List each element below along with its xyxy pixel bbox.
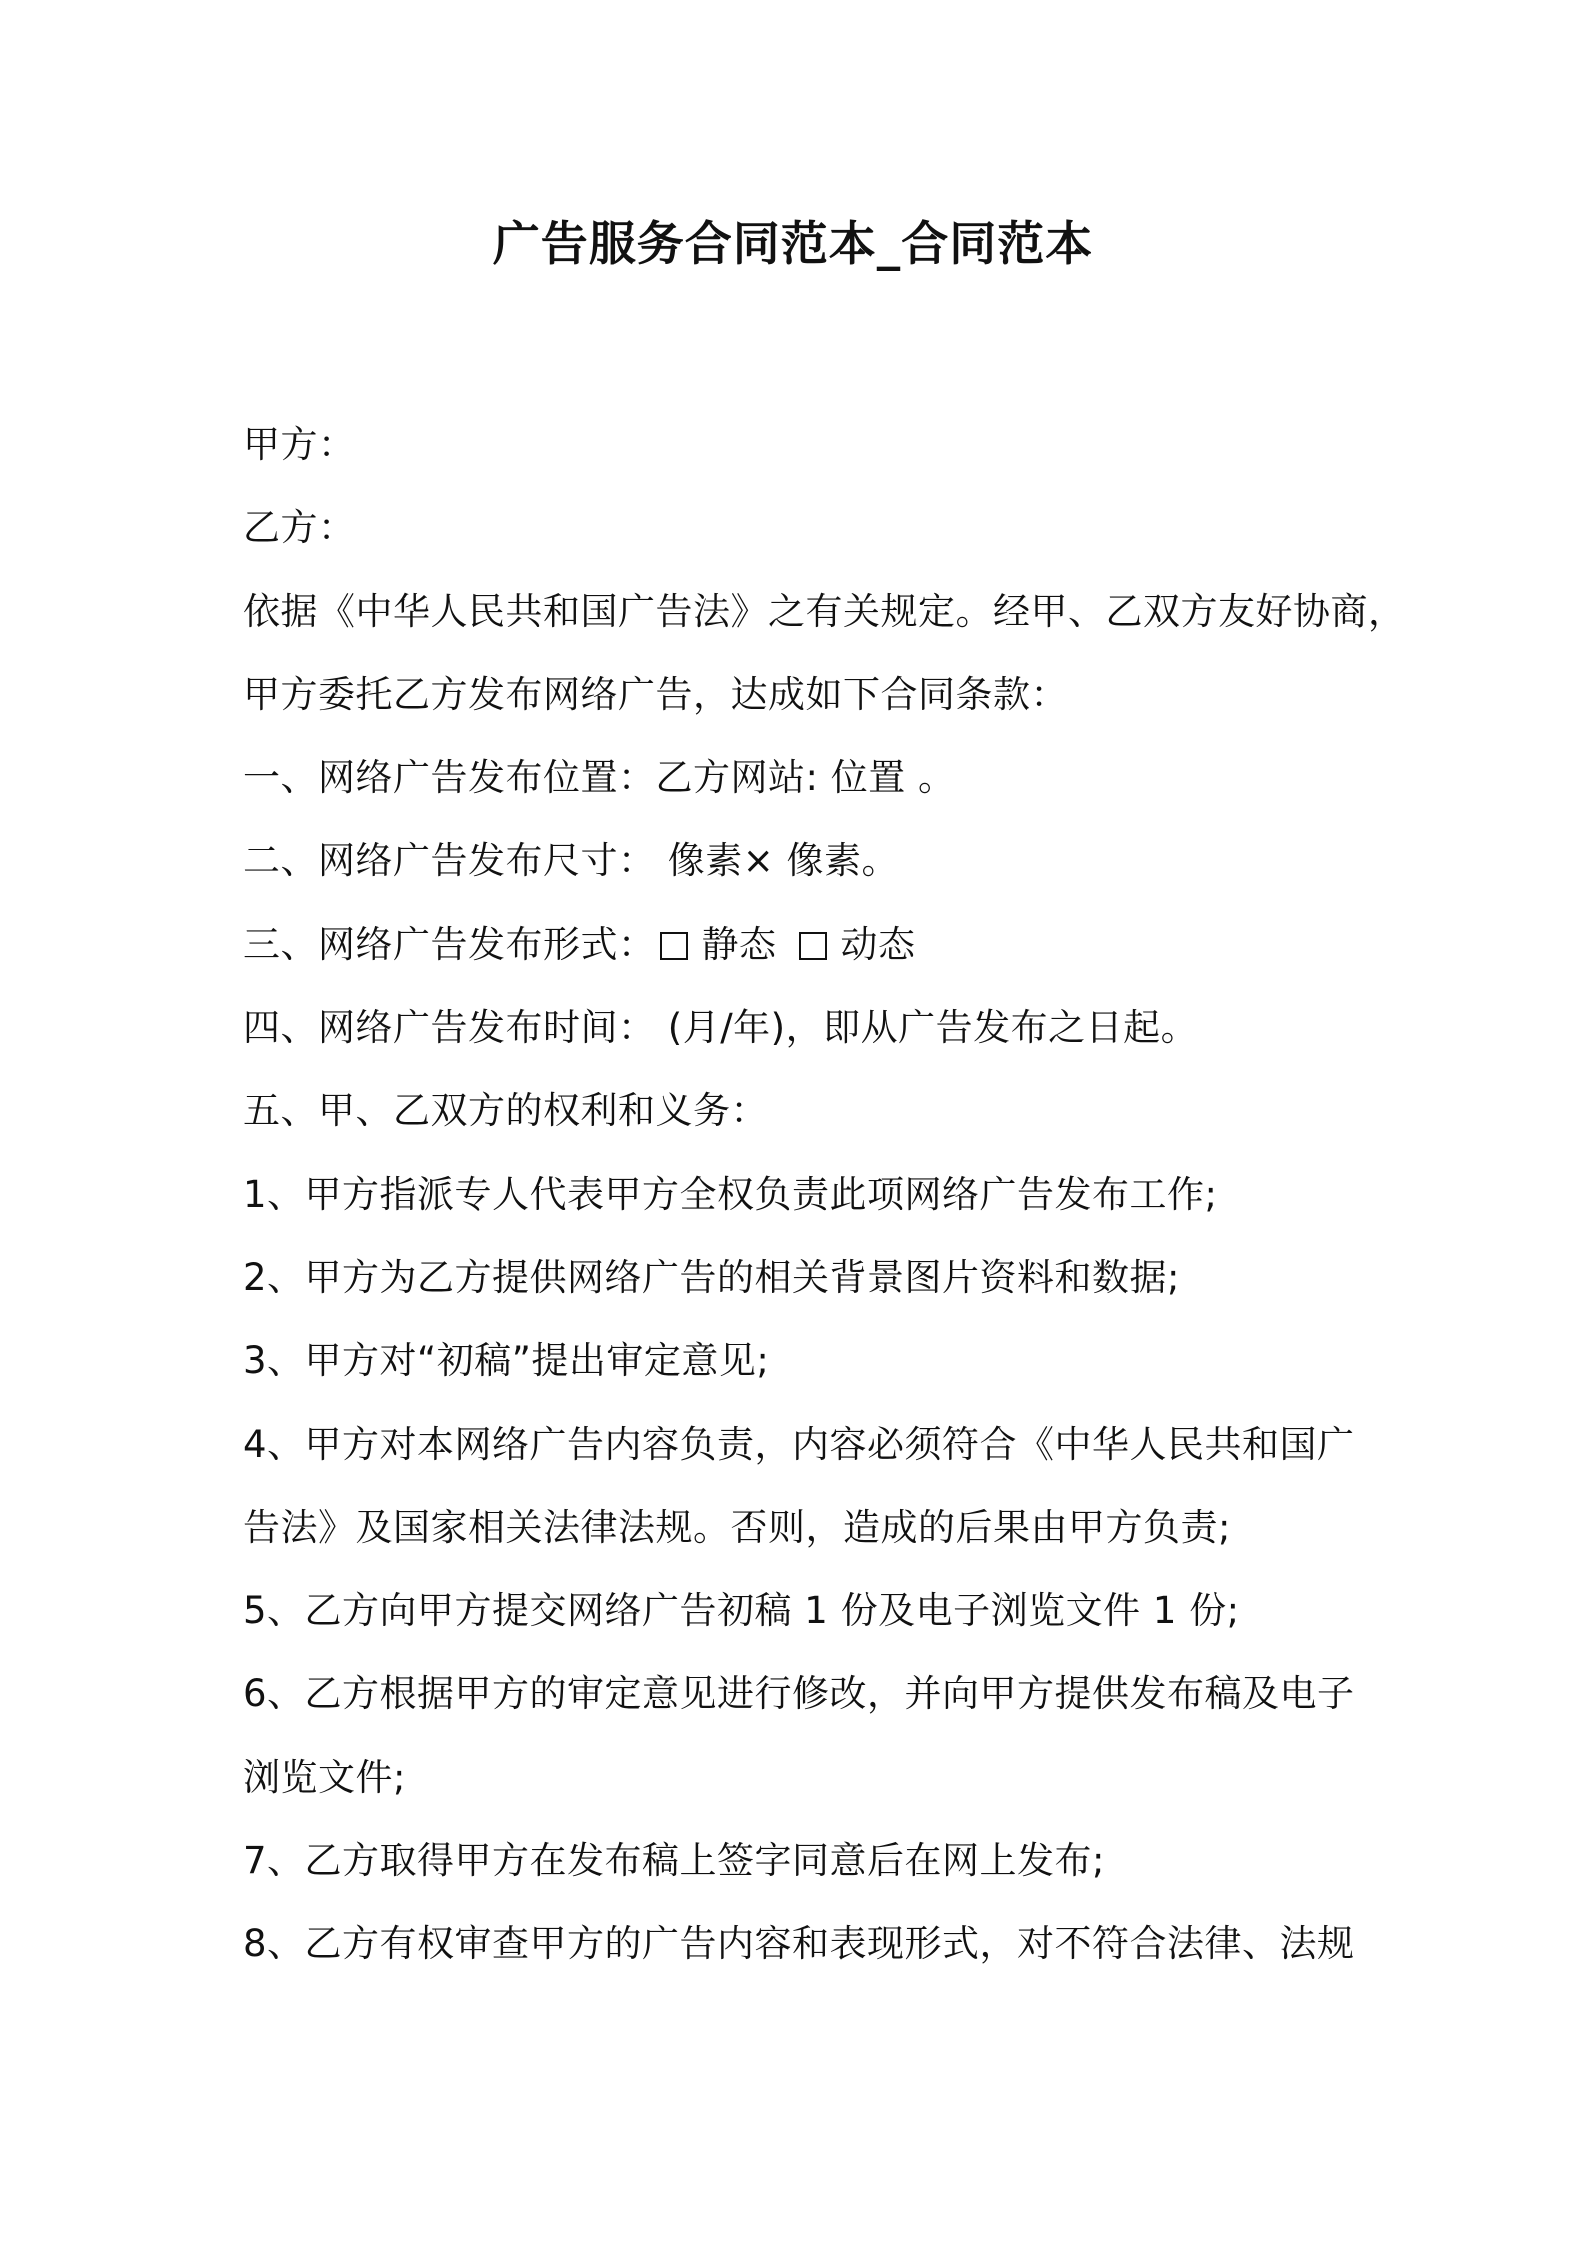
static-option-label: 静态 <box>701 922 777 966</box>
item-4-line-1: 4、甲方对本网络广告内容负责，内容必须符合《中华人民共和国广 <box>243 1422 1355 1466</box>
party-a-line: 甲方： <box>243 423 356 466</box>
clause-3-label: 三、网络广告发布形式： <box>243 922 656 966</box>
item-5: 5、乙方向甲方提交网络广告初稿 1 份及电子浏览文件 1 份; <box>243 1589 1240 1633</box>
clause-3-format <box>243 903 1363 986</box>
dynamic-checkbox[interactable] <box>799 932 827 960</box>
document-body <box>243 403 1406 1986</box>
item-4-line-2: 告法》及国家相关法律法规。否则，造成的后果由甲方负责; <box>243 1505 1231 1549</box>
item-8-line-1: 8、乙方有权审查甲方的广告内容和表现形式，对不符合法律、法规 <box>243 1922 1355 1966</box>
party-b-line: 乙方： <box>243 506 356 550</box>
item-6-line-2: 浏览文件; <box>243 1755 406 1799</box>
item-2: 2、甲方为乙方提供网络广告的相关背景图片资料和数据; <box>243 1255 1181 1299</box>
dynamic-option-label: 动态 <box>840 922 916 966</box>
document-title: 广告服务合同范本_合同范本 <box>492 217 1094 272</box>
static-checkbox[interactable] <box>660 932 688 960</box>
intro-line-2: 甲方委托乙方发布网络广告，达成如下合同条款： <box>243 672 1068 716</box>
clause-5-rights: 五、甲、乙双方的权利和义务： <box>243 1089 768 1133</box>
intro-line-1: 依据《中华人民共和国广告法》之有关规定。经甲、乙双方友好协商， <box>243 589 1406 633</box>
item-6-line-1: 6、乙方根据甲方的审定意见进行修改，并向甲方提供发布稿及电子 <box>243 1672 1355 1716</box>
item-1: 1、甲方指派专人代表甲方全权负责此项网络广告发布工作; <box>243 1172 1218 1216</box>
item-3: 3、甲方对“初稿”提出审定意见; <box>243 1339 770 1383</box>
clause-2-size: 二、网络广告发布尺寸： 像素× 像素。 <box>243 839 900 883</box>
clause-4-time: 四、网络广告发布时间： (月/年)，即从广告发布之日起。 <box>243 1006 1199 1050</box>
clause-1-position: 一、网络广告发布位置：乙方网站: 位置 。 <box>243 756 956 800</box>
item-7: 7、乙方取得甲方在发布稿上签字同意后在网上发布; <box>243 1839 1106 1883</box>
